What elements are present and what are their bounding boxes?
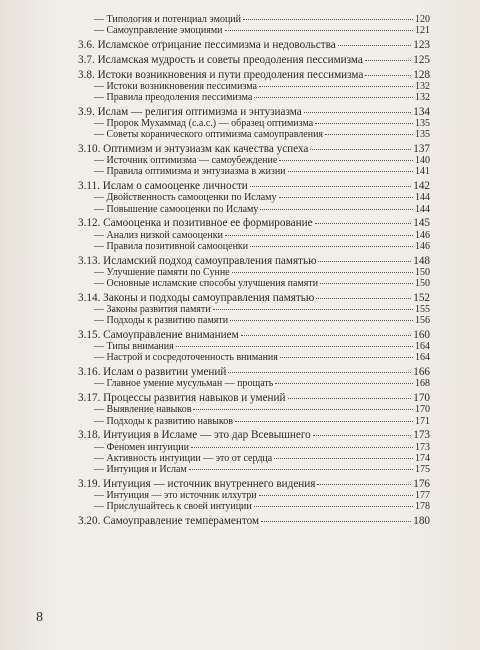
- toc-entry-title: 3.19. Интуиция — источник внутреннего видения: [78, 477, 316, 490]
- toc-entry-title: 3.18. Интуиция в Исламе — это дар Всевышнего: [78, 429, 311, 442]
- toc-entry-title: — Правила оптимизма и энтузиазма в жизни: [94, 166, 286, 178]
- toc-leader-dots: [280, 357, 413, 358]
- toc-entry-page: 156: [415, 315, 430, 327]
- toc-entry-title: — Главное умение мусульман — прощать: [94, 378, 274, 390]
- toc-entry-page: 177: [415, 490, 430, 502]
- toc-subsection-entry: [78, 352, 430, 363]
- toc-entry-title: — Активность интуиции — это от сердца: [94, 452, 273, 464]
- toc-entry-page: 150: [415, 278, 430, 290]
- toc-entry-title: — Улучшение памяти по Сунне: [94, 266, 230, 278]
- toc-entry-page: 120: [415, 14, 430, 25]
- toc-entry-title: — Интуиция и Ислам: [94, 464, 187, 476]
- toc-entry-page: 155: [415, 304, 430, 316]
- toc-leader-dots: [338, 45, 411, 46]
- toc-leader-dots: [318, 261, 411, 262]
- toc-leader-dots: [250, 246, 413, 247]
- toc-subsection-entry: [78, 490, 430, 501]
- toc-entry-page: 140: [415, 155, 430, 167]
- toc-entry-page: 160: [413, 329, 430, 342]
- toc-leader-dots: [213, 309, 413, 310]
- toc-entry-page: 174: [415, 452, 430, 464]
- toc-entry-title: — Настрой и сосредоточенность внимания: [94, 352, 278, 364]
- toc-entry-page: 180: [413, 515, 430, 528]
- toc-subsection-entry: [78, 341, 430, 352]
- toc-entry-page: 175: [415, 464, 430, 476]
- toc-entry-title: — Двойственность самооценки по Исламу: [94, 192, 277, 204]
- toc-entry-page: 132: [415, 92, 430, 103]
- toc-subsection-entry: [78, 25, 430, 36]
- toc-entry-title: — Повышение самооценки по Исламу: [94, 203, 259, 215]
- toc-entry-page: 170: [415, 404, 430, 416]
- toc-entry-title: — Советы коранического оптимизма самоуправления: [94, 129, 324, 141]
- toc-leader-dots: [225, 235, 413, 236]
- toc-leader-dots: [315, 123, 413, 124]
- toc-leader-dots: [250, 186, 412, 187]
- toc-leader-dots: [320, 283, 413, 284]
- toc-subsection-entry: [78, 404, 430, 415]
- toc-leader-dots: [228, 372, 411, 373]
- toc-leader-dots: [288, 171, 413, 172]
- toc-subsection-entry: [78, 155, 430, 166]
- toc-entry-page: 144: [415, 192, 430, 204]
- toc-leader-dots: [243, 19, 413, 20]
- toc-entry-title: 3.10. Оптимизм и энтузиазм как качества успеха: [78, 143, 309, 155]
- toc-section-entry: [78, 70, 430, 81]
- toc-leader-dots: [365, 75, 411, 76]
- toc-leader-dots: [232, 272, 413, 273]
- toc-leader-dots: [230, 320, 413, 321]
- toc-entry-title: — Подходы к развитию памяти: [94, 315, 229, 327]
- toc-subsection-entry: [78, 230, 430, 241]
- toc-leader-dots: [260, 209, 413, 210]
- toc-subsection-entry: [78, 304, 430, 315]
- toc-entry-title: — Истоки возникновения пессимизма: [94, 80, 257, 92]
- toc-entry-page: 152: [413, 291, 430, 304]
- toc-entry-page: 134: [413, 105, 430, 118]
- toc-section-entry: [78, 144, 430, 155]
- toc-entry-title: — Правила позитивной самооценки: [94, 240, 249, 252]
- toc-entry-page: 128: [413, 68, 430, 81]
- toc-subsection-entry: [78, 464, 430, 475]
- toc-leader-dots: [193, 409, 413, 410]
- toc-entry-page: 166: [413, 366, 430, 379]
- toc-section-entry: [78, 367, 430, 378]
- toc-entry-page: 173: [415, 441, 430, 453]
- toc-leader-dots: [235, 421, 413, 422]
- toc-entry-title: — Законы развития памяти: [94, 304, 211, 316]
- toc-entry-page: 146: [415, 240, 430, 252]
- toc-subsection-entry: [78, 118, 430, 129]
- toc-leader-dots: [279, 160, 413, 161]
- toc-entry-page: 141: [415, 166, 430, 178]
- toc-entry-title: — Феномен интуиции: [94, 441, 189, 453]
- toc-entry-page: 137: [413, 143, 430, 155]
- toc-entry-title: — Подходы к развитию навыков: [94, 415, 233, 427]
- toc-section-entry: [78, 479, 430, 490]
- toc-subsection-entry: [78, 416, 430, 427]
- toc-entry-title: — Анализ низкой самооценки: [94, 229, 223, 241]
- toc-section-entry: [78, 107, 430, 118]
- toc-subsection-entry: [78, 129, 430, 140]
- toc-entry-title: 3.16. Ислам о развитии умений: [78, 366, 227, 379]
- toc-entry-title: 3.14. Законы и подходы самоуправления памятью: [78, 291, 315, 304]
- toc-section-entry: [78, 516, 430, 527]
- toc-subsection-entry: [78, 378, 430, 389]
- toc-entry-title: 3.9. Ислам — религия оптимизма и энтузиазма: [78, 105, 302, 118]
- toc-entry-title: 3.13. Исламский подход самоуправления памятью: [78, 254, 317, 267]
- toc-subsection-entry: [78, 267, 430, 278]
- toc-subsection-entry: [78, 81, 430, 92]
- toc-entry-title: — Основные исламские способы улучшения памяти: [94, 278, 319, 290]
- toc-entry-title: — Самоуправление эмоциями: [94, 25, 223, 37]
- toc-entry-page: 125: [413, 53, 430, 66]
- toc-entry-title: — Пророк Мухаммад (с.а.с.) — образец оптимизма: [94, 118, 314, 129]
- toc-leader-dots: [259, 86, 413, 87]
- toc-section-entry: [78, 55, 430, 66]
- toc-entry-page: 144: [415, 203, 430, 215]
- toc-entry-title: 3.7. Исламская мудрость и советы преодоления пессимизма: [78, 53, 363, 66]
- toc-leader-dots: [261, 521, 411, 522]
- toc-leader-dots: [316, 298, 411, 299]
- toc-leader-dots: [191, 447, 413, 448]
- toc-entry-title: — Типология и потенциал эмоций: [94, 14, 242, 25]
- toc-section-entry: [78, 40, 430, 51]
- toc-leader-dots: [254, 506, 413, 507]
- toc-entry-title: — Выявление навыков: [94, 404, 192, 416]
- toc-leader-dots: [254, 97, 413, 98]
- toc-entry-title: 3.12. Самооценка и позитивное ее формирование: [78, 217, 313, 230]
- toc-subsection-entry: [78, 241, 430, 252]
- toc-entry-title: 3.11. Ислам о самооценке личности: [78, 180, 248, 193]
- toc-subsection-entry: [78, 442, 430, 453]
- toc-leader-dots: [275, 383, 413, 384]
- toc-section-entry: [78, 256, 430, 267]
- toc-entry-page: 135: [415, 118, 430, 129]
- toc-section-entry: [78, 218, 430, 229]
- toc-entry-title: — Правила преодоления пессимизма: [94, 92, 253, 103]
- toc-section-entry: [78, 181, 430, 192]
- toc-entry-title: 3.8. Истоки возникновения и пути преодоления пессимизма: [78, 68, 364, 81]
- toc-subsection-entry: [78, 92, 430, 103]
- toc-section-entry: [78, 330, 430, 341]
- toc-entry-page: 171: [415, 415, 430, 427]
- page-number: 8: [36, 610, 43, 625]
- toc-leader-dots: [259, 495, 413, 496]
- toc-leader-dots: [304, 112, 411, 113]
- toc-subsection-entry: [78, 278, 430, 289]
- toc-leader-dots: [279, 197, 413, 198]
- toc-section-entry: [78, 430, 430, 441]
- toc-subsection-entry: [78, 14, 430, 25]
- toc-entry-page: 142: [413, 180, 430, 193]
- toc-leader-dots: [325, 134, 413, 135]
- toc-leader-dots: [310, 149, 411, 150]
- toc-entry-page: 145: [413, 217, 430, 230]
- toc-subsection-entry: [78, 501, 430, 512]
- toc-leader-dots: [288, 398, 412, 399]
- toc-subsection-entry: [78, 453, 430, 464]
- toc-subsection-entry: [78, 204, 430, 215]
- toc-entry-title: 3.6. Исламское отрицание пессимизма и недовольства: [78, 39, 336, 51]
- toc-entry-page: 170: [413, 392, 430, 405]
- toc-entry-page: 173: [413, 429, 430, 442]
- toc-leader-dots: [313, 435, 411, 436]
- toc-entry-page: 164: [415, 341, 430, 353]
- toc-entry-title: 3.20. Самоуправление темпераментом: [78, 515, 260, 528]
- toc-subsection-entry: [78, 166, 430, 177]
- toc-entry-title: — Интуиция — это источник илхутри: [94, 490, 257, 502]
- toc-entry-page: 176: [413, 477, 430, 490]
- toc-leader-dots: [315, 223, 412, 224]
- toc-entry-page: 146: [415, 229, 430, 241]
- toc-leader-dots: [317, 484, 411, 485]
- toc-leader-dots: [176, 346, 413, 347]
- toc-entry-page: 123: [413, 39, 430, 51]
- toc-entry-title: — Типы внимания: [94, 341, 174, 353]
- toc-entry-page: 150: [415, 266, 430, 278]
- toc-subsection-entry: [78, 315, 430, 326]
- toc-entry-page: 168: [415, 378, 430, 390]
- toc-leader-dots: [274, 458, 413, 459]
- toc-entry-page: 135: [415, 129, 430, 141]
- toc-section-entry: [78, 293, 430, 304]
- toc-entry-page: 132: [415, 80, 430, 92]
- toc-entry-page: 164: [415, 352, 430, 364]
- toc-entry-page: 121: [415, 25, 430, 37]
- toc-entry-title: 3.17. Процессы развития навыков и умений: [78, 392, 286, 405]
- toc-leader-dots: [365, 60, 411, 61]
- toc-section-entry: [78, 393, 430, 404]
- table-of-contents: [78, 14, 430, 527]
- toc-leader-dots: [241, 335, 412, 336]
- toc-entry-title: — Источник оптимизма — самоубеждение: [94, 155, 278, 167]
- toc-leader-dots: [189, 469, 413, 470]
- toc-entry-page: 178: [415, 501, 430, 513]
- toc-subsection-entry: [78, 192, 430, 203]
- toc-entry-title: — Прислушайтесь к своей интуиции: [94, 501, 252, 513]
- toc-leader-dots: [225, 30, 413, 31]
- toc-entry-title: 3.15. Самоуправление вниманием: [78, 329, 239, 342]
- toc-entry-page: 148: [413, 254, 430, 267]
